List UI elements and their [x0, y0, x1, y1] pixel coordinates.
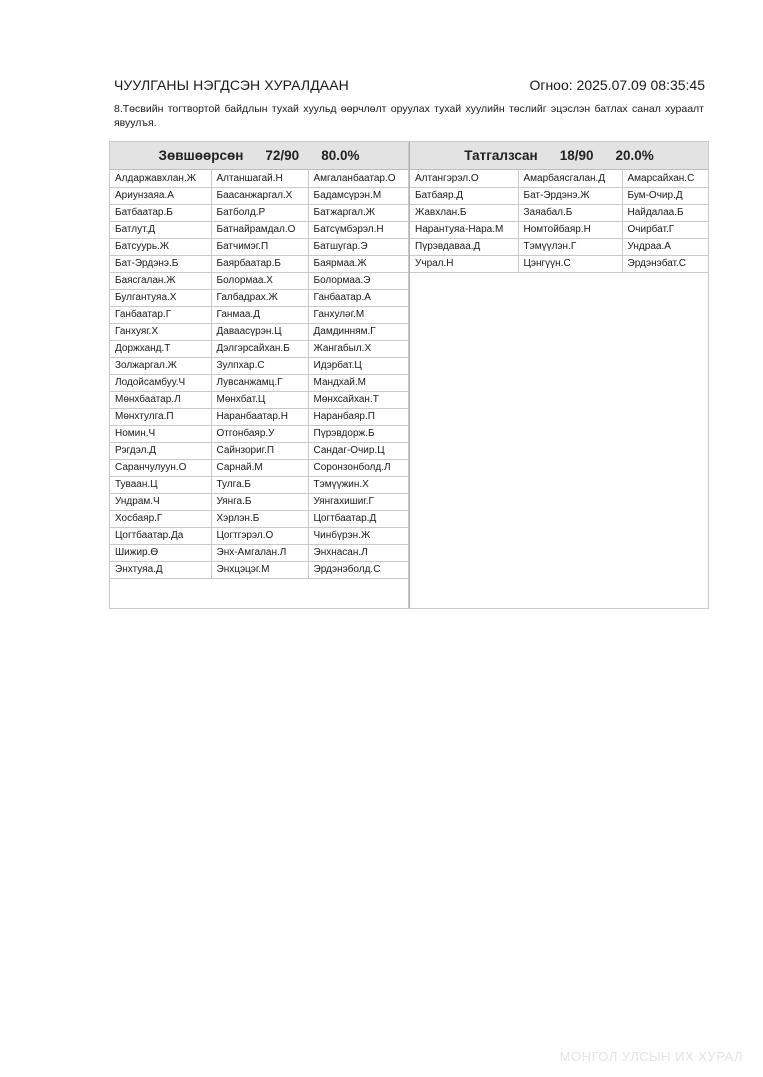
table-row — [110, 561, 408, 578]
rejected-count: 18/90 — [559, 148, 594, 163]
member-name-cell: Эрдэнэболд.С — [308, 561, 408, 578]
table-row — [410, 255, 708, 272]
member-name-cell: Туваан.Ц — [110, 476, 211, 493]
vote-date: Огноо: 2025.07.09 08:35:45 — [529, 77, 705, 93]
member-name-cell: Жавхлан.Б — [410, 204, 518, 221]
member-name-cell: Энхнасан.Л — [308, 544, 408, 561]
member-name-cell: Очирбат.Г — [622, 221, 708, 238]
member-name-cell: Галбадрах.Ж — [211, 289, 308, 306]
rejected-panel — [409, 141, 709, 609]
table-row — [110, 425, 408, 442]
table-row — [110, 306, 408, 323]
member-name-cell: Заяабал.Б — [518, 204, 622, 221]
approved-count: 72/90 — [265, 148, 300, 163]
member-name-cell: Батшугар.Э — [308, 238, 408, 255]
member-name-cell: Батлут.Д — [110, 221, 211, 238]
member-name-cell: Амарсайхан.С — [622, 170, 708, 187]
table-row — [110, 544, 408, 561]
member-name-cell: Сайнзориг.П — [211, 442, 308, 459]
member-name-cell: Чинбүрэн.Ж — [308, 527, 408, 544]
member-name-cell: Мөнхтулга.П — [110, 408, 211, 425]
member-name-cell: Ундрам.Ч — [110, 493, 211, 510]
member-name-cell: Амарбаясгалан.Д — [518, 170, 622, 187]
member-name-cell: Сарнай.М — [211, 459, 308, 476]
member-name-cell: Дэлгэрсайхан.Б — [211, 340, 308, 357]
member-name-cell: Бат-Эрдэнэ.Б — [110, 255, 211, 272]
table-row — [110, 391, 408, 408]
member-name-cell: Батбаатар.Б — [110, 204, 211, 221]
table-row — [110, 493, 408, 510]
rejected-header — [410, 142, 708, 170]
approved-label: Зөвшөөрсөн — [158, 148, 244, 163]
approved-table — [110, 170, 408, 579]
approved-header — [110, 142, 408, 170]
rejected-table — [410, 170, 708, 273]
table-row — [110, 510, 408, 527]
member-name-cell: Булгантуяа.Х — [110, 289, 211, 306]
member-name-cell: Лувсанжамц.Г — [211, 374, 308, 391]
table-row — [110, 442, 408, 459]
table-row — [110, 527, 408, 544]
member-name-cell: Батбаяр.Д — [410, 187, 518, 204]
page-title: ЧУУЛГАНЫ НЭГДСЭН ХУРАЛДААН — [114, 77, 349, 93]
member-name-cell: Уянгахишиг.Г — [308, 493, 408, 510]
agenda-description: 8.Төсвийн тогтвортой байдлын тухай хуульд өөрчлөлт оруулах тухай хуулийн төслийг эцэслэн батлах санал хураалт явуулъя. — [114, 103, 704, 129]
table-row — [110, 340, 408, 357]
member-name-cell: Баярбаатар.Б — [211, 255, 308, 272]
table-row — [110, 374, 408, 391]
member-name-cell: Батчимэг.П — [211, 238, 308, 255]
member-name-cell: Идэрбат.Ц — [308, 357, 408, 374]
member-name-cell: Батболд.Р — [211, 204, 308, 221]
member-name-cell: Ганбаатар.А — [308, 289, 408, 306]
member-name-cell: Бадамсүрэн.М — [308, 187, 408, 204]
member-name-cell: Отгонбаяр.У — [211, 425, 308, 442]
member-name-cell: Учрал.Н — [410, 255, 518, 272]
member-name-cell: Болормаа.Э — [308, 272, 408, 289]
member-name-cell: Наранбаяр.П — [308, 408, 408, 425]
member-name-cell: Энх-Амгалан.Л — [211, 544, 308, 561]
member-name-cell: Жангабыл.Х — [308, 340, 408, 357]
member-name-cell: Пүрэвдаваа.Д — [410, 238, 518, 255]
member-name-cell: Батсуурь.Ж — [110, 238, 211, 255]
member-name-cell: Лодойсамбуу.Ч — [110, 374, 211, 391]
table-row — [410, 238, 708, 255]
table-row — [410, 204, 708, 221]
member-name-cell: Батсүмбэрэл.Н — [308, 221, 408, 238]
table-row — [110, 323, 408, 340]
member-name-cell: Золжаргал.Ж — [110, 357, 211, 374]
member-name-cell: Тэмүүлэн.Г — [518, 238, 622, 255]
member-name-cell: Цогтбаатар.Да — [110, 527, 211, 544]
approved-percent: 80.0% — [321, 148, 360, 163]
member-name-cell: Ганбаатар.Г — [110, 306, 211, 323]
member-name-cell: Сандаг-Очир.Ц — [308, 442, 408, 459]
member-name-cell: Бат-Эрдэнэ.Ж — [518, 187, 622, 204]
table-row — [410, 170, 708, 187]
member-name-cell: Рэгдэл.Д — [110, 442, 211, 459]
table-row — [110, 187, 408, 204]
table-row — [110, 408, 408, 425]
member-name-cell: Мөнхбаатар.Л — [110, 391, 211, 408]
member-name-cell: Ариунзаяа.А — [110, 187, 211, 204]
table-row — [110, 272, 408, 289]
approved-panel — [109, 141, 409, 609]
table-row — [110, 204, 408, 221]
member-name-cell: Хосбаяр.Г — [110, 510, 211, 527]
member-name-cell: Зулпхар.С — [211, 357, 308, 374]
member-name-cell: Пүрэвдорж.Б — [308, 425, 408, 442]
member-name-cell: Ганмаа.Д — [211, 306, 308, 323]
member-name-cell: Баясгалан.Ж — [110, 272, 211, 289]
member-name-cell: Алтангэрэл.О — [410, 170, 518, 187]
member-name-cell: Мандхай.М — [308, 374, 408, 391]
table-row — [110, 357, 408, 374]
table-row — [110, 221, 408, 238]
member-name-cell: Цэнгүүн.С — [518, 255, 622, 272]
table-row — [410, 221, 708, 238]
member-name-cell: Наранбаатар.Н — [211, 408, 308, 425]
watermark: МОНГОЛ УЛСЫН ИХ ХУРАЛ — [559, 1049, 743, 1064]
member-name-cell: Энхтуяа.Д — [110, 561, 211, 578]
table-row — [110, 476, 408, 493]
member-name-cell: Энхцэцэг.М — [211, 561, 308, 578]
member-name-cell: Номин.Ч — [110, 425, 211, 442]
member-name-cell: Баярмаа.Ж — [308, 255, 408, 272]
member-name-cell: Номтойбаяр.Н — [518, 221, 622, 238]
member-name-cell: Хэрлэн.Б — [211, 510, 308, 527]
table-row — [110, 255, 408, 272]
member-name-cell: Мөнхбат.Ц — [211, 391, 308, 408]
member-name-cell: Эрдэнэбат.С — [622, 255, 708, 272]
member-name-cell: Бум-Очир.Д — [622, 187, 708, 204]
member-name-cell: Даваасүрэн.Ц — [211, 323, 308, 340]
member-name-cell: Амгаланбаатар.О — [308, 170, 408, 187]
member-name-cell: Шижир.Ө — [110, 544, 211, 561]
rejected-percent: 20.0% — [615, 148, 654, 163]
member-name-cell: Цогтбаатар.Д — [308, 510, 408, 527]
member-name-cell: Саранчулуун.О — [110, 459, 211, 476]
member-name-cell: Доржханд.Т — [110, 340, 211, 357]
member-name-cell: Ундраа.А — [622, 238, 708, 255]
member-name-cell: Мөнхсайхан.Т — [308, 391, 408, 408]
table-row — [410, 187, 708, 204]
member-name-cell: Цогтгэрэл.О — [211, 527, 308, 544]
member-name-cell: Уянга.Б — [211, 493, 308, 510]
member-name-cell: Тулга.Б — [211, 476, 308, 493]
member-name-cell: Тэмүүжин.Х — [308, 476, 408, 493]
member-name-cell: Болормаа.Х — [211, 272, 308, 289]
member-name-cell: Алдаржавхлан.Ж — [110, 170, 211, 187]
table-row — [110, 238, 408, 255]
member-name-cell: Соронзонболд.Л — [308, 459, 408, 476]
member-name-cell: Нарантуяа-Нара.М — [410, 221, 518, 238]
member-name-cell: Найдалаа.Б — [622, 204, 708, 221]
table-row — [110, 289, 408, 306]
member-name-cell: Батжаргал.Ж — [308, 204, 408, 221]
member-name-cell: Ганхуләг.М — [308, 306, 408, 323]
member-name-cell: Баасанжаргал.Х — [211, 187, 308, 204]
member-name-cell: Алтаншагай.Н — [211, 170, 308, 187]
table-row — [110, 170, 408, 187]
member-name-cell: Дамдинням.Г — [308, 323, 408, 340]
member-name-cell: Батнайрамдал.О — [211, 221, 308, 238]
member-name-cell: Ганхуяг.Х — [110, 323, 211, 340]
table-row — [110, 459, 408, 476]
rejected-label: Татгалзсан — [464, 148, 538, 163]
